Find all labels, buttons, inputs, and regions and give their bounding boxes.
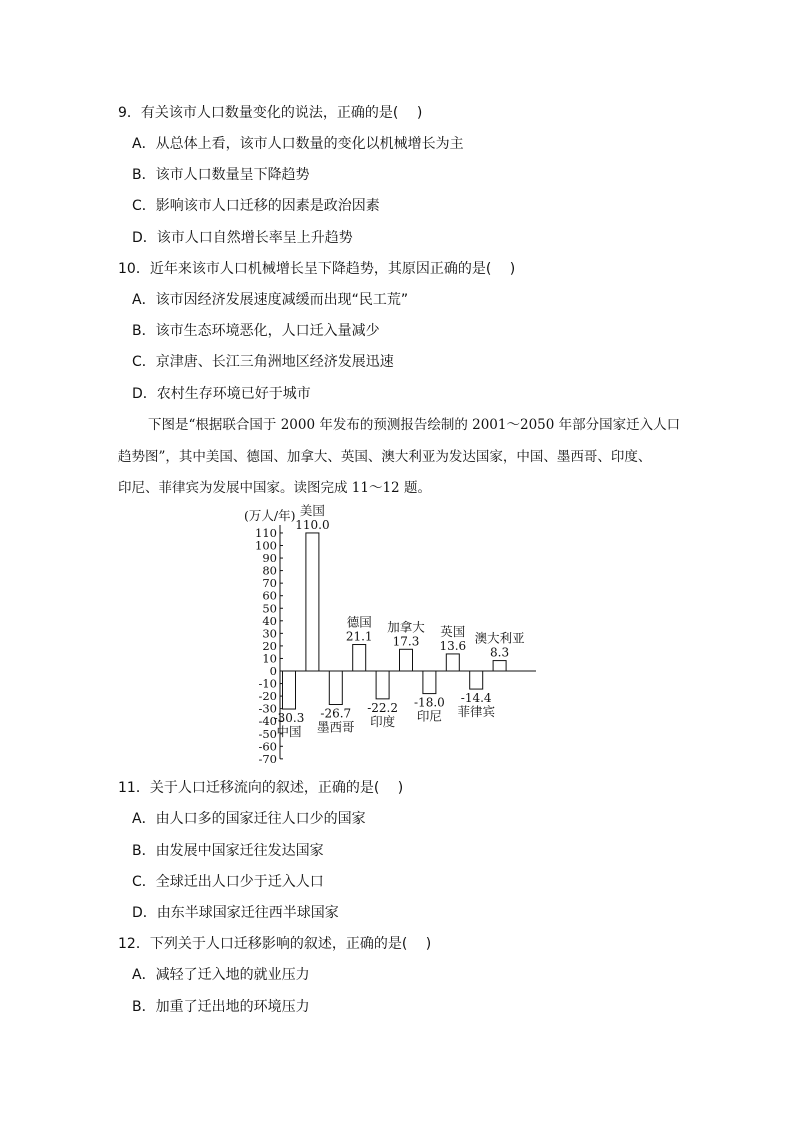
question-10-option-c: C．京津唐、长江三角洲地区经济发展迅速: [132, 354, 394, 370]
value-label: -22.2: [367, 700, 398, 715]
y-tick-label: 0: [269, 664, 277, 678]
question-9-option-c: C．影响该市人口迁移的因素是政治因素: [132, 198, 380, 214]
y-tick-label: 80: [262, 563, 277, 578]
y-tick-label: 90: [262, 551, 277, 566]
question-9-option-b: B．该市人口数量呈下降趋势: [132, 167, 310, 183]
intro-line-1: 下图是“根据联合国于 2000 年发布的预测报告绘制的 2001～2050 年部分国家迁入人口: [148, 417, 681, 433]
value-label: -30.3: [273, 711, 305, 726]
category-label: 印度: [370, 713, 396, 729]
question-11-option-b: B．由发展中国家迁往发达国家: [132, 843, 324, 859]
y-tick-label: 60: [262, 588, 277, 603]
category-label: 美国: [299, 504, 325, 518]
value-label: -14.4: [460, 691, 492, 706]
question-12-option-a: A．减轻了迁入地的就业压力: [132, 967, 310, 983]
value-label: 17.3: [392, 634, 420, 649]
question-9-option-d: D．该市人口自然增长率呈上升趋势: [132, 230, 353, 246]
y-tick-label: -10: [258, 676, 277, 691]
question-11-option-d: D．由东半球国家迁往西半球国家: [132, 905, 339, 921]
value-label: -18.0: [414, 695, 445, 710]
question-12-option-b: B．加重了迁出地的环境压力: [132, 999, 310, 1015]
question-10-option-a: A．该市因经济发展速度减缓而出现“民工荒”: [132, 292, 409, 308]
y-unit-label: (万人/年): [244, 508, 296, 523]
y-tick-label: -50: [258, 726, 277, 741]
y-tick-label: -60: [258, 739, 277, 754]
y-tick-label: -70: [258, 751, 277, 766]
question-10-stem: 10．近年来该市人口机械增长呈下降趋势，其原因正确的是( ): [118, 261, 516, 277]
category-label: 中国: [276, 724, 302, 740]
question-11-option-c: C．全球迁出人口少于迁入人口: [132, 874, 324, 890]
value-label: 13.6: [439, 638, 467, 653]
y-tick-label: -30: [258, 701, 277, 716]
intro-line-3: 印尼、菲律宾为发展中国家。读图完成 11～12 题。: [118, 480, 431, 496]
bar-墨西哥: [329, 671, 342, 705]
bar-加拿大: [400, 649, 413, 671]
bar-印度: [376, 671, 389, 699]
y-tick-label: 50: [262, 601, 277, 616]
question-12-stem: 12．下列关于人口迁移影响的叙述，正确的是( ): [118, 936, 432, 952]
y-tick-label: -20: [258, 689, 277, 704]
value-label: 8.3: [490, 645, 510, 660]
category-label: 德国: [346, 614, 372, 630]
category-label: 澳大利亚: [474, 630, 525, 646]
y-tick-label: 10: [262, 651, 277, 666]
category-label: 印尼: [416, 708, 442, 724]
category-label: 加拿大: [387, 619, 425, 635]
value-label: 21.1: [345, 629, 373, 644]
value-label: 110.0: [295, 517, 330, 532]
y-tick-label: 40: [262, 613, 277, 628]
question-9-stem: 9．有关该市人口数量变化的说法，正确的是( ): [118, 105, 423, 121]
y-tick-label: -40: [258, 714, 277, 729]
bar-菲律宾: [470, 671, 483, 689]
y-tick-label: 20: [262, 638, 277, 653]
migration-bar-chart: [240, 504, 560, 774]
y-tick-label: 70: [262, 576, 277, 591]
bar-澳大利亚: [493, 661, 506, 671]
question-10-option-d: D．农村生存环境已好于城市: [132, 386, 311, 402]
bar-美国: [306, 533, 319, 671]
y-tick-label: 30: [262, 626, 277, 641]
bar-印尼: [423, 671, 436, 694]
category-label: 英国: [440, 623, 466, 639]
bar-德国: [353, 645, 366, 671]
question-11-stem: 11．关于人口迁移流向的叙述，正确的是( ): [118, 780, 404, 796]
bar-中国: [283, 671, 296, 709]
question-11-option-a: A．由人口多的国家迁往人口少的国家: [132, 811, 366, 827]
category-label: 菲律宾: [457, 704, 495, 720]
y-tick-label: 110: [255, 525, 277, 540]
y-tick-label: 100: [255, 538, 277, 553]
question-10-option-b: B．该市生态环境恶化，人口迁入量减少: [132, 323, 380, 339]
intro-line-2: 趋势图”，其中美国、德国、加拿大、英国、澳大利亚为发达国家，中国、墨西哥、印度、: [118, 449, 652, 465]
category-label: 墨西哥: [317, 719, 355, 735]
bar-英国: [446, 654, 459, 671]
question-9-option-a: A．从总体上看，该市人口数量的变化以机械增长为主: [132, 136, 464, 152]
value-label: -26.7: [320, 706, 352, 721]
